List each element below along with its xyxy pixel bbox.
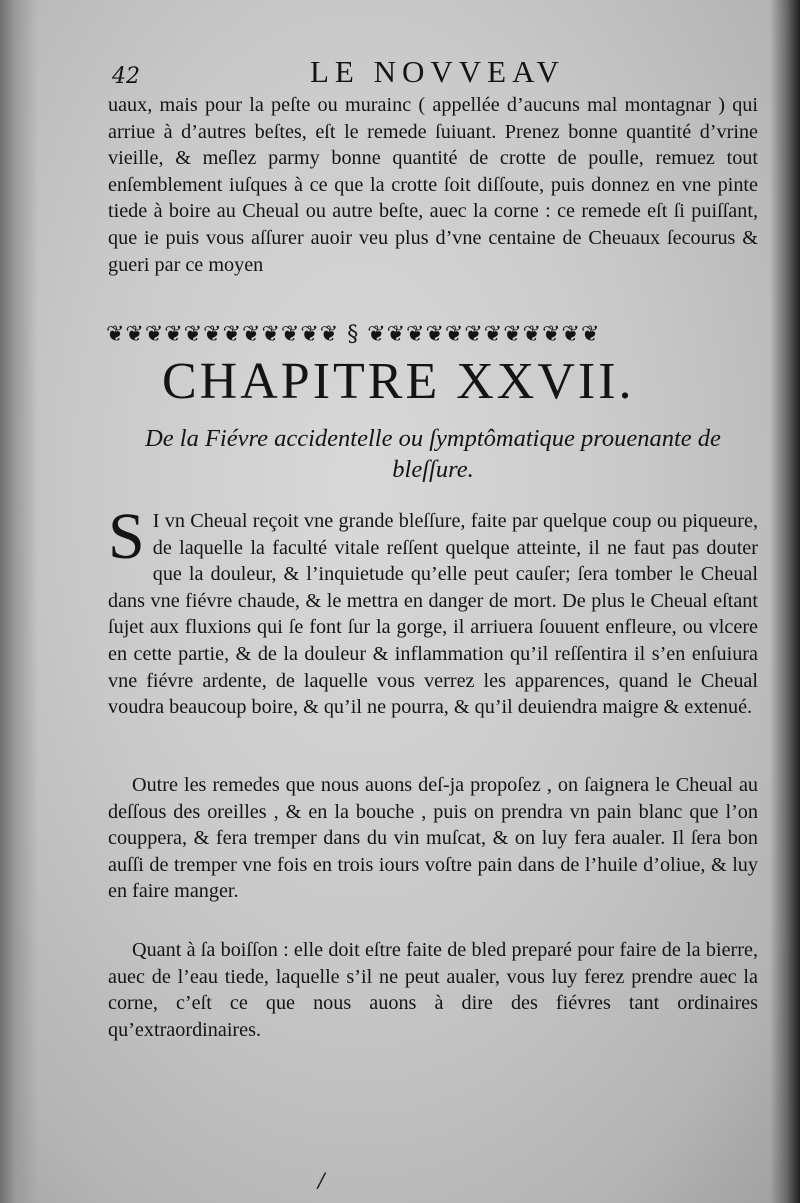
running-head: LE NOVVEAV — [310, 54, 565, 89]
paragraph-drink: Quant à ſa boiſſon : elle doit eſtre faite de bled preparé pour faire de la bierre, auec de l’eau tiede, laquelle s’il ne peut aualer, vous luy ferez prendre auec la corne, c’eſt ce que nous auons à dire des fiévres tant ordinaires qu’extraordinaires. — [108, 939, 758, 1041]
chapter-subtitle: De la Fiévre accidentelle ou ſymptômatique prouenante de bleſſure. — [145, 425, 721, 483]
top-paragraph: uaux, mais pour la peſte ou murainc ( appellée d’aucuns mal montagnar ) qui arriue à d’autres beſtes, eſt le remede ſuiuant. Prenez bonne quantité d’vrine vieille, & meſlez parmy bonne quantité de crotte de poulle, remuez tout enſemblement iuſques à ce que la crotte ſoit diſſoute, puis donnez en vne pinte tiede à boire au Cheual ou autre beſte, auec la corne : ce remede eſt ſi puiſſant, que ie puis vous aſſurer auoir veu plus d’vne centaine de Cheuaux ſecourus & gueri par ce moyen — [108, 94, 758, 276]
main-paragraph-text: I vn Cheual reçoit vne grande bleſſure, faite par quelque coup ou piqueure, de laquelle la faculté vitale reſſent quelque atteinte, il ne faut pas douter que la douleur, & l’inquietude qu’elle peut cauſer; ſera tomber le Cheual dans vne fiévre chaude, & le mettra en danger de mort. De plus le Cheual eſtant ſujet aux fluxions qui ſe font ſur la gorge, il arriuera ſouuent enfleure, ou vlcere en cette partie, & de la douleur & inflammation qu’il reſſentira il s’en enſuiura vne fiévre ardente, de laquelle vous verrez les apparences, quand le Cheual voudra beaucoup boire, & qu’il ne pourra, & qu’il deuiendra maigre & extenué. — [108, 510, 758, 719]
ornamental-border: ❦❦❦❦❦❦❦❦❦❦❦❦ § ❦❦❦❦❦❦❦❦❦❦❦❦ — [106, 322, 601, 347]
page-gutter-shadow — [0, 0, 38, 1203]
page-number: 42 — [112, 64, 140, 89]
chapter-title: CHAPITRE XXVII. — [162, 353, 635, 410]
drop-cap: S — [108, 500, 145, 573]
paragraph-remedies: Outre les remedes que nous auons deſ-ja propoſez , on ſaignera le Cheual au deſſous des oreilles , & en la bouche , puis on prendra vn pain blanc que l’on couppera, & fera tremper dans du vin muſcat, & on luy fera aualer. Il ſera bon auſſi de tremper vne fois en trois iours voſtre pain dans de l’huile d’oliue, & luy en faire manger. — [108, 774, 758, 903]
main-paragraph — [108, 500, 758, 721]
footer-mark: / — [318, 1168, 325, 1192]
page-edge-shadow — [770, 0, 800, 1203]
